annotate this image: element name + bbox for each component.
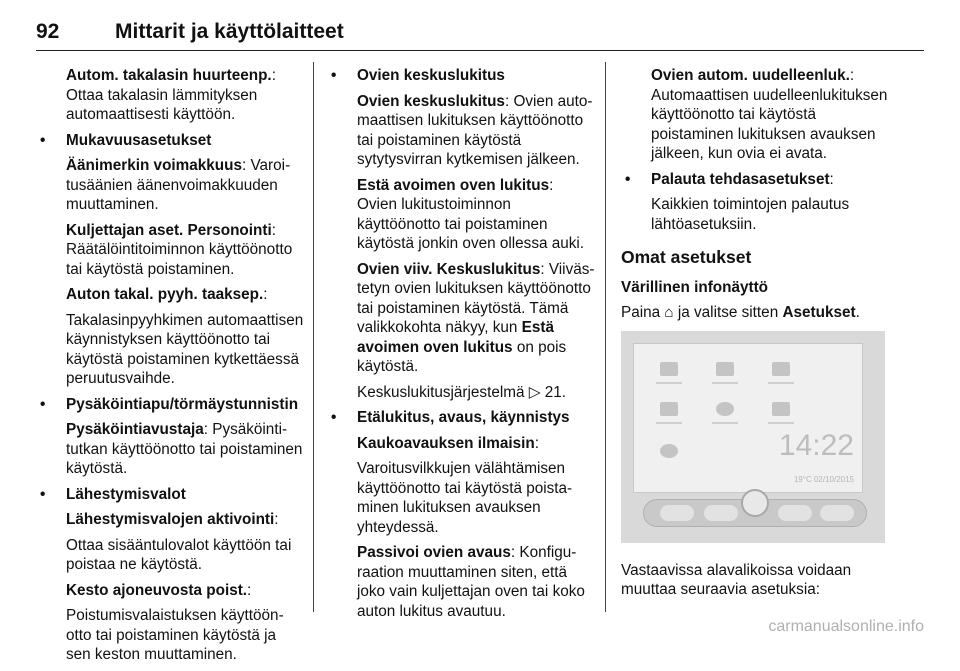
paragraph: Autom. takalasin huurteenp.: Ottaa takalasin lämmityksen automaattisesti käyttöön. (66, 67, 276, 123)
settings-gear-icon (772, 402, 790, 416)
paragraph (36, 311, 304, 389)
body-text: Varoitusvilkkujen välähtämisen käyttöönotto tai käytöstä poistaminen lukituksen avauksen yhteydessä. (357, 460, 573, 536)
body-text: on pois käytöstä. (357, 338, 567, 375)
body-text: Poistumisvalaistuksen käyttöönotto tai poistaminen käytöstä ja sen keston muuttaminen. (66, 607, 284, 663)
body-text: Räätälöintitoiminnon käyttöönotto tai käytöstä poistaminen. (66, 241, 293, 278)
bullet-title: Mukavuusasetukset (66, 131, 212, 149)
term: Ovien viiv. Keskuslukitus (357, 260, 541, 278)
paragraph: Ovien keskuslukitus: Ovien automaattisen lukituksen käyttöönotto tai poistaminen käytöstä sytytysvirran kytkemisen jälkeen. (357, 92, 593, 168)
paragraph: Äänimerkin voimakkuus: Varoitusäänien äänenvoimakkuuden muuttaminen. (66, 157, 291, 213)
bullet-heading (36, 485, 304, 505)
body-text: Automaattisen uudelleenlukituksen käyttöönotto tai käytöstä poistaminen lukituksen avauksen jälkeen, kun ovia ei avata. (651, 86, 888, 162)
menu-tile-icon (716, 402, 734, 416)
menu-tile-icon (660, 362, 678, 376)
term: Äänimerkin voimakkuus (66, 157, 242, 174)
bullet-heading: • Palauta tehdasasetukset: (621, 170, 889, 190)
screen-date (794, 470, 854, 490)
term: Estä avoimen oven lukitus (357, 319, 554, 356)
term: Pysäköintiavustaja (66, 421, 204, 438)
tile-label-line (656, 382, 682, 384)
paragraph: Kuljettajan aset. Personointi: Räätälöintitoiminnon käyttöönotto tai käytöstä poistaminen. (66, 221, 293, 278)
subsection-heading: Värillinen infonäyttö (621, 278, 769, 296)
paragraph: Ovien viiv. Keskuslukitus: Viivästetyn ovien lukituksen käyttöönotto tai poistaminen käytöstä. Tämä valikkokohta näkyy, kun Estä avoimen oven lukitus on pois käytöstä. (357, 260, 595, 375)
section-heading: Omat asetukset (621, 247, 752, 267)
bullet-title: Palauta tehdasasetukset (651, 170, 830, 188)
bullet-title: Lähestymisvalot (66, 485, 186, 503)
body-text: Ottaa sisääntulovalot käyttöön tai poistaa ne käytöstä. (66, 536, 292, 573)
body-text: Paina (621, 304, 661, 321)
term: Ovien autom. uudelleenluk. (651, 67, 850, 84)
column-divider-1 (313, 62, 314, 612)
body-text: Varoitusäänien äänenvoimakkuuden muuttaminen. (66, 157, 291, 213)
bullet-title: Etälukitus, avaus, käynnistys (357, 409, 570, 426)
header-divider (36, 50, 924, 51)
column-2 (327, 66, 597, 627)
body-text: Ovien automaattisen lukituksen käyttöönotto tai poistaminen käytöstä sytytysvirran kytkemisen jälkeen. (357, 92, 593, 168)
next-button (778, 505, 812, 521)
display-area (633, 343, 863, 493)
tile-label-line (768, 422, 794, 424)
menu-tile-icon (660, 402, 678, 416)
body-text: ja valitse sitten (677, 304, 779, 321)
home-button (660, 505, 694, 521)
body-text: Viivästetyn ovien lukituksen käyttöönotto tai poistaminen käytöstä. Tämä valikkokohta näkyy, kun (357, 260, 595, 336)
paragraph: Auton takal. pyyh. taaksep.: (66, 286, 268, 303)
power-volume-knob (741, 489, 769, 517)
bullet-heading (36, 395, 304, 415)
screen-date-value: 02/10/2015 (813, 474, 854, 484)
column-divider-2 (605, 62, 606, 612)
term: Autom. takalasin huurteenp. (66, 67, 272, 84)
body-text: Vastaavissa alavalikoissa voidaan muuttaa seuraavia asetuksia: (621, 561, 852, 598)
paragraph: Kesto ajoneuvosta poist.: (66, 581, 252, 599)
term: Auton takal. pyyh. taaksep. (66, 286, 264, 303)
bullet-heading (327, 66, 597, 86)
body-text: Konfiguraation muuttaminen siten, että joko vain kuljettajan oven tai koko auton lukitus avautuu. (357, 544, 585, 620)
phone-button (820, 505, 854, 521)
body-text: Ottaa takalasin lämmityksen automaattisesti käyttöön. (66, 86, 258, 123)
body-text: Takalasinpyyhkimen automaattisen käynnistyksen käyttöönotto tai käytöstä poistaminen kytkettäessä peruutusvaihde. (66, 311, 304, 387)
paragraph: Estä avoimen oven lukitus: Ovien lukitustoiminnon käyttöönotto tai poistaminen käytöstä jonkin oven ollessa auki. (357, 176, 585, 252)
previous-button (704, 505, 738, 521)
menu-tile-icon (772, 362, 790, 376)
term: Kuljettajan aset. Personointi (66, 221, 272, 239)
page-reference[interactable]: 21. (544, 383, 567, 401)
body-text: Ovien lukitustoiminnon käyttöönotto tai poistaminen käytöstä jonkin oven ollessa auki. (357, 196, 585, 252)
bullet-title: Ovien keskuslukitus (357, 67, 505, 84)
bullet-title: Pysäköintiapu/törmäystunnistin (66, 395, 299, 413)
term: Estä avoimen oven lukitus (357, 176, 550, 194)
page-title: Mittarit ja käyttölaitteet (115, 20, 344, 43)
paragraph: Kaukoavauksen ilmaisin: (357, 434, 539, 452)
body-text: Keskuslukitusjärjestelmä (357, 383, 525, 401)
watermark: carmanualsonline.info (768, 618, 924, 635)
triangle-ref-icon: ▷ (528, 383, 541, 401)
home-icon: ⌂ (664, 304, 674, 321)
infotainment-screen-illustration (621, 331, 885, 543)
page-header (0, 0, 960, 54)
tile-label-line (712, 422, 738, 424)
paragraph (36, 606, 304, 665)
menu-tile-icon (660, 444, 678, 458)
menu-tile-icon (716, 362, 734, 376)
page-number: 92 (36, 20, 60, 43)
bullet-heading (327, 408, 597, 428)
screen-clock: 14:22 (778, 428, 854, 462)
tile-label-line (768, 382, 794, 384)
paragraph (327, 459, 597, 537)
term: Lähestymisvalojen aktivointi (66, 511, 275, 528)
term: Kaukoavauksen ilmaisin (357, 434, 535, 452)
term: Passivoi ovien avaus (357, 544, 511, 561)
paragraph (621, 195, 889, 234)
paragraph: Paina ⌂ ja valitse sitten Asetukset. (621, 304, 860, 321)
term: Ovien keskuslukitus (357, 92, 505, 110)
paragraph: Passivoi ovien avaus: Konfiguraation muuttaminen siten, että joko vain kuljettajan oven tai koko auton lukitus avautuu. (357, 544, 585, 620)
paragraph (36, 536, 304, 575)
paragraph: Lähestymisvalojen aktivointi: (66, 511, 279, 528)
paragraph (327, 383, 597, 403)
body-text: Pysäköintitutkan käyttöönotto tai poistaminen käytöstä. (66, 421, 303, 477)
column-3 (621, 66, 889, 606)
paragraph: Pysäköintiavustaja: Pysäköintitutkan käyttöönotto tai poistaminen käytöstä. (66, 421, 303, 477)
tile-label-line (656, 422, 682, 424)
term: Asetukset (782, 304, 856, 321)
paragraph (621, 561, 889, 600)
term: Kesto ajoneuvosta poist. (66, 581, 248, 599)
body-text: Kaikkien toimintojen palautus lähtöasetuksiin. (651, 196, 850, 233)
column-1 (36, 66, 304, 671)
tile-label-line (712, 382, 738, 384)
paragraph: Ovien autom. uudelleenluk.: Automaattisen uudelleenlukituksen käyttöönotto tai käytöstä poistaminen lukituksen avauksen jälkeen, kun ovia ei avata. (651, 67, 888, 162)
bullet-heading (36, 131, 304, 151)
screen-temperature: 19°C (793, 474, 812, 484)
